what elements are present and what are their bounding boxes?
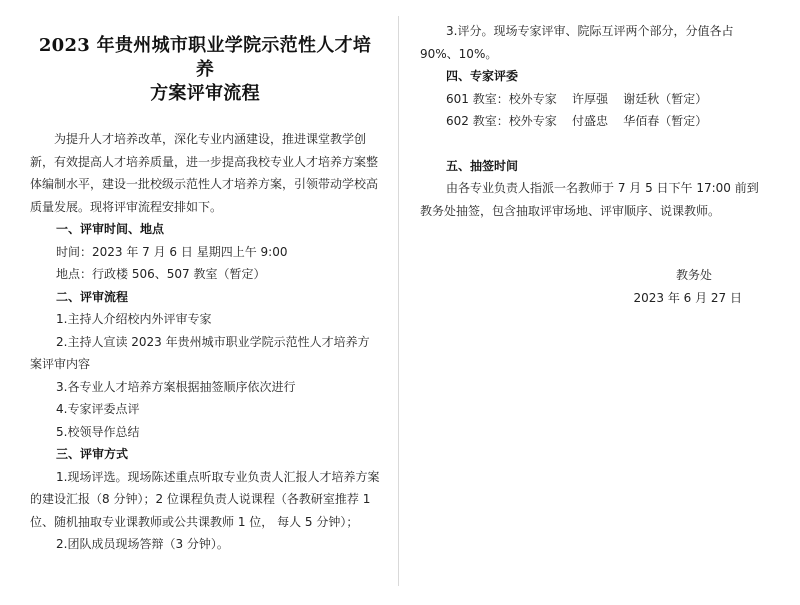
expert-room-601: 601 教室：校外专家 许厚强 谢廷秋（暂定） bbox=[446, 91, 708, 106]
section-3-heading: 三、评审方式 bbox=[56, 447, 129, 461]
method-item-3: 3.评分。现场专家评审、院际互评两个部分，分值各占 90%、10%。 bbox=[420, 24, 734, 61]
method-item-1: 1.现场评选。现场陈述重点听取专业负责人汇报人才培养方案的建设汇报（8 分钟）；2 位课程负责人说课程（各教研室推荐 1 位、随机抽取专业课教师或公共课教师 1 位， 每人 5 分钟）； bbox=[30, 469, 380, 529]
process-item-5: 5.校领导作总结 bbox=[56, 424, 140, 439]
signature-date: 2023 年 6 月 27 日 bbox=[633, 290, 742, 305]
intro-paragraph: 为提升人才培养改革，深化专业内涵建设，推进课堂教学创新，有效提高人才培养质量，进一步提高我校专业人才培养方案整体编制水平，建设一批校级示范性人才培养方案，引领带动学校高质量发展。现将评审流程安排如下。 bbox=[30, 132, 379, 214]
column-divider bbox=[398, 16, 399, 586]
review-time: 时间：2023 年 7 月 6 日 星期四上午 9:00 bbox=[56, 244, 288, 259]
title-line-1: 2023 年贵州城市职业学院示范性人才培养 bbox=[38, 35, 372, 80]
left-column bbox=[30, 34, 380, 556]
process-item-2: 2.主持人宣读 2023 年贵州城市职业学院示范性人才培养方案评审内容 bbox=[30, 334, 370, 371]
process-item-3: 3.各专业人才培养方案根据抽签顺序依次进行 bbox=[56, 379, 296, 394]
title-line-2: 方案评审流程 bbox=[150, 83, 260, 104]
process-item-1: 1.主持人介绍校内外评审专家 bbox=[56, 312, 212, 326]
right-column bbox=[420, 20, 770, 309]
section-1-heading: 一、评审时间、地点 bbox=[56, 222, 165, 236]
section-5-heading: 五、抽签时间 bbox=[446, 158, 519, 173]
review-place: 地点：行政楼 506、507 教室（暂定） bbox=[56, 267, 266, 281]
section-4-heading: 四、专家评委 bbox=[446, 69, 519, 83]
document-title bbox=[30, 34, 380, 106]
method-item-2: 2.团队成员现场答辩（3 分钟）。 bbox=[56, 537, 229, 551]
expert-room-602: 602 教室：校外专家 付盛忠 华佰春（暂定） bbox=[446, 114, 708, 128]
section-2-heading: 二、评审流程 bbox=[56, 289, 129, 304]
draw-lots-text: 由各专业负责人指派一名教师于 7 月 5 日下午 17:00 前到教务处抽签，包含抽取评审场地、评审顺序、说课教师。 bbox=[420, 181, 759, 218]
signature-office: 教务处 bbox=[675, 268, 712, 282]
process-item-4: 4.专家评委点评 bbox=[56, 402, 140, 416]
